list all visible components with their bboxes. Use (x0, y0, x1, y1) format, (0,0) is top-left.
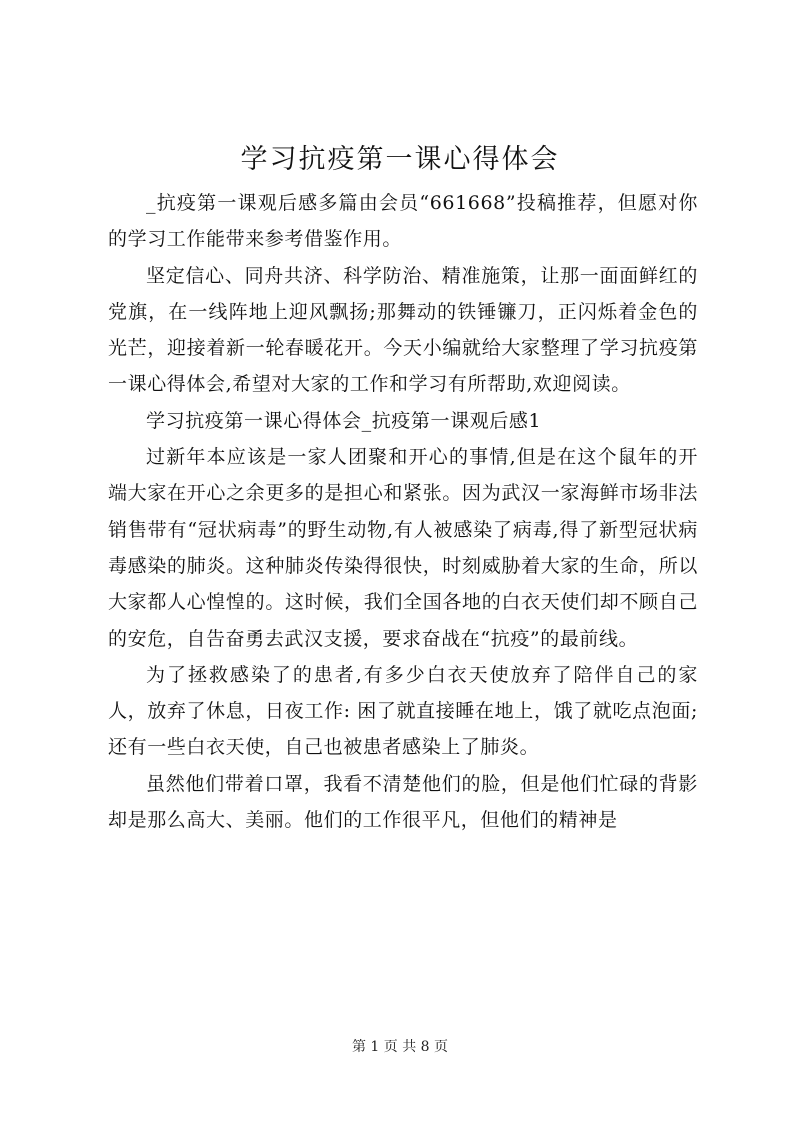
paragraph-body-2: 为了拯救感染了的患者,有多少白衣天使放弃了陪伴自己的家人，放弃了休息，日夜工作: 困了就直接睡在地上，饿了就吃点泡面;还有一些白衣天使，自己也被患者感染上了肺炎。 (108, 663, 698, 759)
paragraph-body-3: 虽然他们带着口罩，我看不清楚他们的脸，但是他们忙碌的背影却是那么高大、美丽。他们的工作很平凡，但他们的精神是 (108, 772, 698, 832)
paragraph-summary: 坚定信心、同舟共济、科学防治、精准施策，让那一面面鲜红的党旗，在一线阵地上迎风飘扬;那舞动的铁锤镰刀，正闪烁着金色的光芒，迎接着新一轮春暖花开。今天小编就给大家整理了学习抗疫第一课心得体会,希望对大家的工作和学习有所帮助,欢迎阅读。 (108, 264, 698, 396)
paragraph-intro: _抗疫第一课观后感多篇由会员“661668”投稿推荐，但愿对你的学习工作能带来参考借鉴作用。 (108, 192, 698, 251)
page-number-footer: 第 1 页 共 8 页 (351, 1039, 449, 1055)
section-heading: 学习抗疫第一课心得体会_抗疫第一课观后感1 (146, 409, 542, 432)
paragraph-body-1: 过新年本应该是一家人团聚和开心的事情,但是在这个鼠年的开端大家在开心之余更多的是担心和紧张。因为武汉一家海鲜市场非法销售带有“冠状病毒”的野生动物,有人被感染了病毒,得了新型冠状病毒感染的肺炎。这种肺炎传染得很快，时刻威胁着大家的生命，所以大家都人心惶惶的。这时候，我们全国各地的白衣天使们却不顾自己的安危，自告奋勇去武汉支援，要求奋战在“抗疫”的最前线。 (108, 446, 698, 650)
document-title: 学习抗疫第一课心得体会 (240, 144, 560, 175)
document-body (108, 185, 698, 838)
